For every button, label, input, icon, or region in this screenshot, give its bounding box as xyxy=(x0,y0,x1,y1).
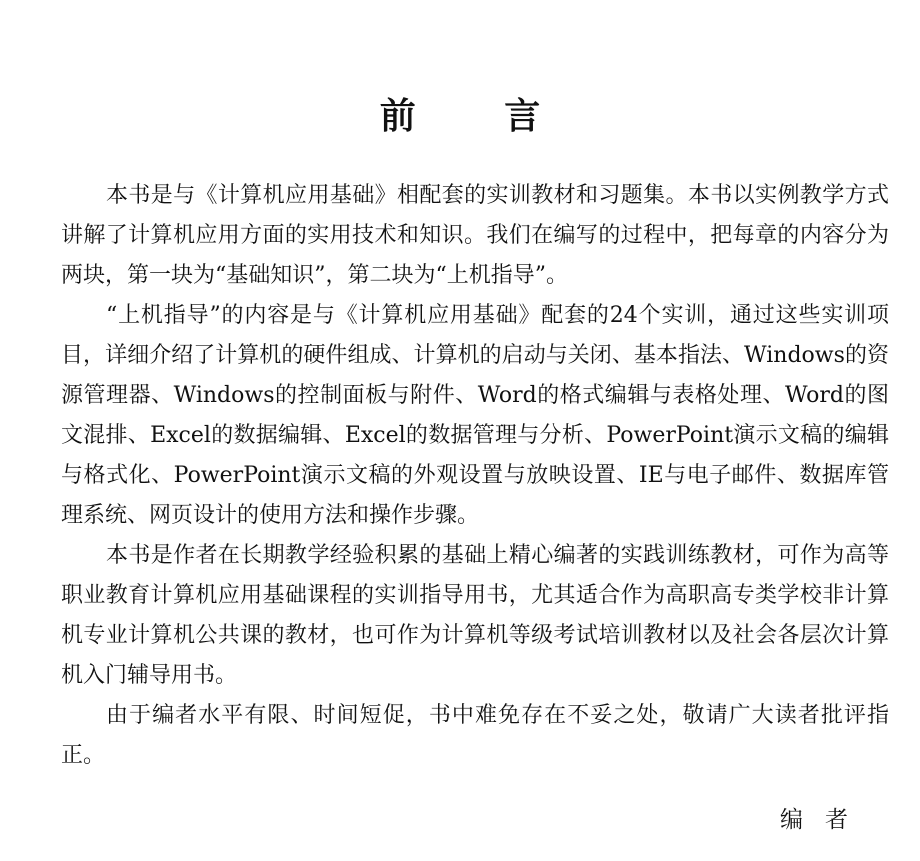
preface-body xyxy=(61,176,889,776)
author-signature: 编者 xyxy=(780,807,870,833)
paragraph-2: “上机指导”的内容是与《计算机应用基础》配套的24个实训，通过这些实训项目，详细介绍了计算机的硬件组成、计算机的启动与关闭、基本指法、Windows的资源管理器、Windows的控制面板与附件、Word的格式编辑与表格处理、Word的图文混排、Excel的数据编辑、Excel的数据管理与分析、PowerPoint演示文稿的编辑与格式化、PowerPoint演示文稿的外观设置与放映设置、IE与电子邮件、数据库管理系统、网页设计的使用方法和操作步骤。 xyxy=(61,303,889,528)
page-title: 前 言 xyxy=(379,96,579,137)
paragraph-4: 由于编者水平有限、时间短促，书中难免存在不妥之处，敬请广大读者批评指正。 xyxy=(61,703,889,768)
paragraph-1: 本书是与《计算机应用基础》相配套的实训教材和习题集。本书以实例教学方式讲解了计算机应用方面的实用技术和知识。我们在编写的过程中，把每章的内容分为两块，第一块为“基础知识”，第二块为“上机指导”。 xyxy=(61,183,889,288)
paragraph-3: 本书是作者在长期教学经验积累的基础上精心编著的实践训练教材，可作为高等职业教育计算机应用基础课程的实训指导用书，尤其适合作为高职高专类学校非计算机专业计算机公共课的教材，也可作为计算机等级考试培训教材以及社会各层次计算机入门辅导用书。 xyxy=(61,543,889,688)
